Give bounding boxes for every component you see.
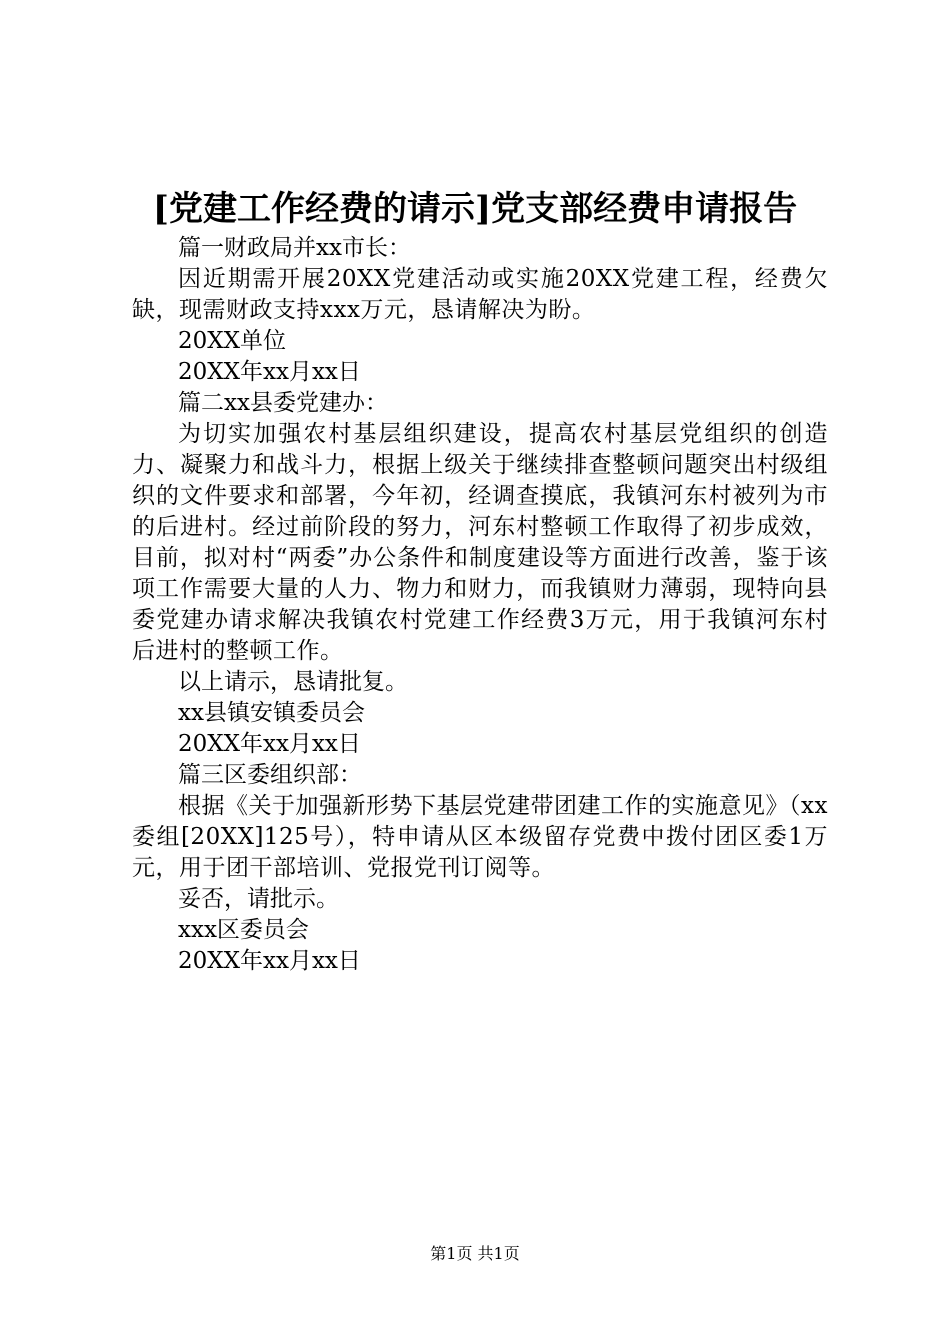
section-3-heading: 篇三区委组织部： bbox=[178, 762, 362, 788]
section-3-closing: 妥否，请批示。 bbox=[178, 886, 339, 912]
section-2-heading: 篇二xx县委党建办： bbox=[178, 390, 388, 416]
section-3-body: 根据《关于加强新形势下基层党建带团建工作的实施意见》（xx委组[20XX]125号），特申请从区本级留存党费中拨付团区委1万元，用于团干部培训、党报党刊订阅等。 bbox=[132, 793, 828, 881]
section-1-date: 20XX年xx月xx日 bbox=[178, 359, 361, 385]
section-1-org: 20XX单位 bbox=[178, 328, 287, 354]
section-1-heading: 篇一财政局并xx市长： bbox=[178, 235, 411, 261]
page-footer: 第1页 共1页 bbox=[430, 1244, 520, 1263]
section-2-org: xx县镇安镇委员会 bbox=[178, 700, 365, 726]
document-body bbox=[132, 233, 828, 977]
section-2-body: 为切实加强农村基层组织建设，提高农村基层党组织的创造力、凝聚力和战斗力，根据上级关于继续排查整顿问题突出村级组织的文件要求和部署，今年初，经调查摸底，我镇河东村被列为市的后进村。经过前阶段的努力，河东村整顿工作取得了初步成效，目前，拟对村“两委”办公条件和制度建设等方面进行改善，鉴于该项工作需要大量的人力、物力和财力，而我镇财力薄弱，现特向县委党建办请求解决我镇农村党建工作经费3万元，用于我镇河东村后进村的整顿工作。 bbox=[132, 421, 828, 664]
section-3-org: xxx区委员会 bbox=[178, 917, 309, 943]
section-1-body: 因近期需开展20XX党建活动或实施20XX党建工程，经费欠缺，现需财政支持xxx万元，恳请解决为盼。 bbox=[132, 266, 828, 323]
section-3-date: 20XX年xx月xx日 bbox=[178, 948, 361, 974]
document-title: [党建工作经费的请示]党支部经费申请报告 bbox=[152, 189, 798, 229]
section-2-closing: 以上请示，恳请批复。 bbox=[178, 669, 408, 695]
section-2-date: 20XX年xx月xx日 bbox=[178, 731, 361, 757]
